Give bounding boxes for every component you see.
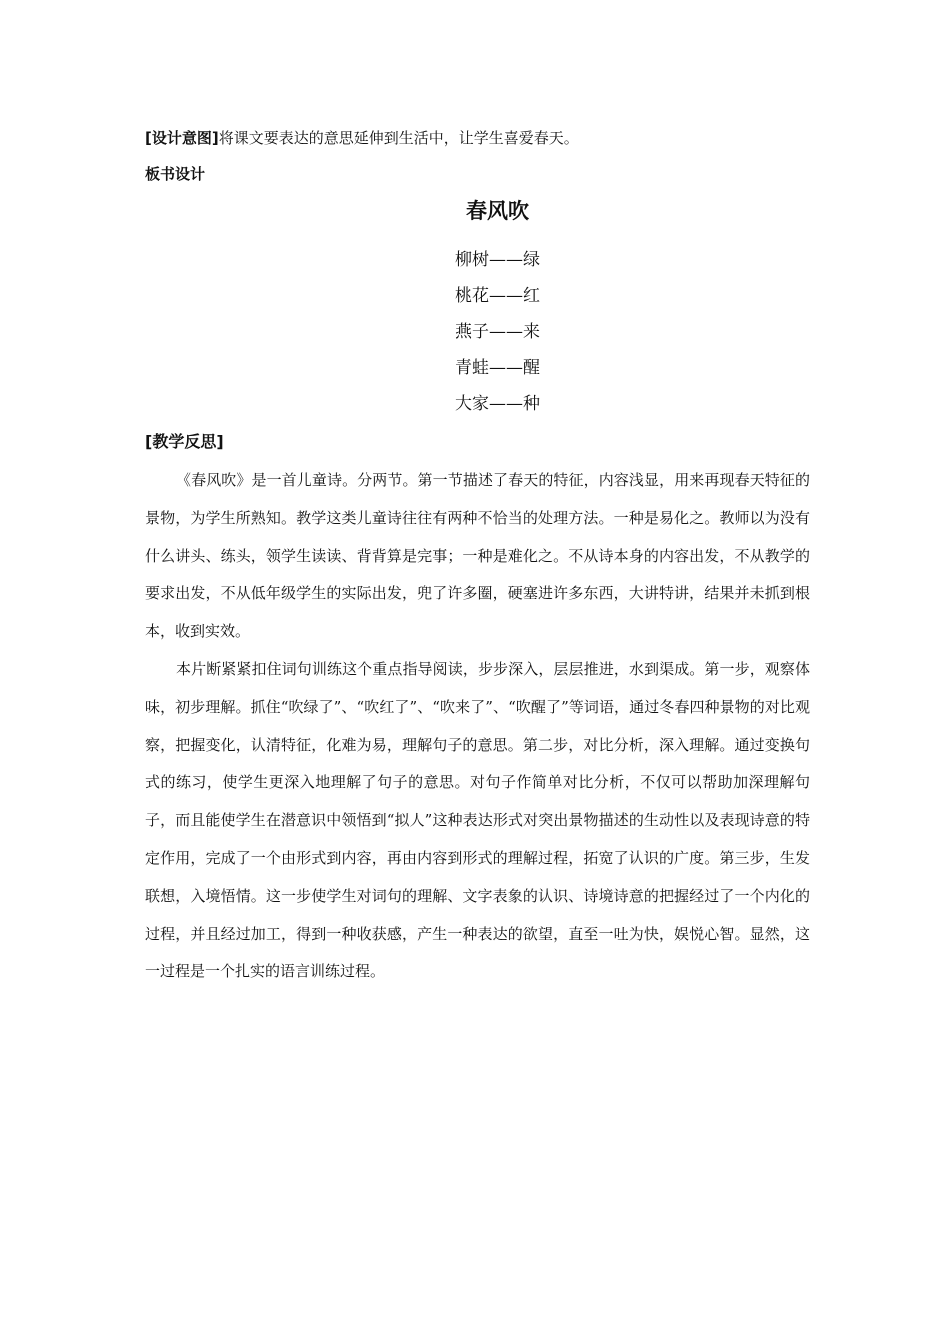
board-title: 春风吹 [466, 199, 529, 223]
board-lines [145, 242, 810, 422]
board-line: 青蛙——醒 [455, 358, 540, 378]
board-line: 燕子——来 [455, 322, 540, 342]
board-design-heading: 板书设计 [145, 165, 206, 183]
reflection-heading: [教学反思] [145, 432, 224, 451]
board-line: 大家——种 [455, 394, 540, 414]
design-intent-text: 将课文要表达的意思延伸到生活中，让学生喜爱春天。 [218, 129, 579, 147]
reflection-paragraph: 本片断紧紧扣住词句训练这个重点指导阅读，步步深入，层层推进，水到渠成。第一步，观察体味，初步理解。抓住“吹绿了”、“吹红了”、“吹来了”、“吹醒了”等词语，通过冬春四种景物的对比观察，把握变化，认清特征，化难为易，理解句子的意思。第二步，对比分析，深入理解。通过变换句式的练习，使学生更深入地理解了句子的意思。对句子作简单对比分析，不仅可以帮助加深理解句子，而且能使学生在潜意识中领悟到“拟人”这种表达形式对突出景物描述的生动性以及表现诗意的特定作用，完成了一个由形式到内容，再由内容到形式的理解过程，拓宽了认识的广度。第三步，生发联想，入境悟情。这一步使学生对词句的理解、文字表象的认识、诗境诗意的把握经过了一个内化的过程，并且经过加工，得到一种收获感，产生一种表达的欲望，直至一吐为快，娱悦心智。显然，这一过程是一个扎实的语言训练过程。 [145, 659, 810, 981]
reflection-paragraph: 《春风吹》是一首儿童诗。分两节。第一节描述了春天的特征，内容浅显，用来再现春天特征的景物，为学生所熟知。教学这类儿童诗往往有两种不恰当的处理方法。一种是易化之。教师以为没有什么讲头、练头，领学生读读、背背算是完事；一种是难化之。不从诗本身的内容出发，不从教学的要求出发，不从低年级学生的实际出发，兜了许多圈，硬塞进许多东西，大讲特讲，结果并未抓到根本，收到实效。 [145, 471, 810, 641]
page-content [145, 126, 810, 991]
board-line: 柳树——绿 [455, 250, 540, 270]
design-intent-label: [设计意图] [145, 129, 219, 147]
board-line: 桃花——红 [455, 286, 540, 306]
design-intent-line [145, 126, 810, 150]
